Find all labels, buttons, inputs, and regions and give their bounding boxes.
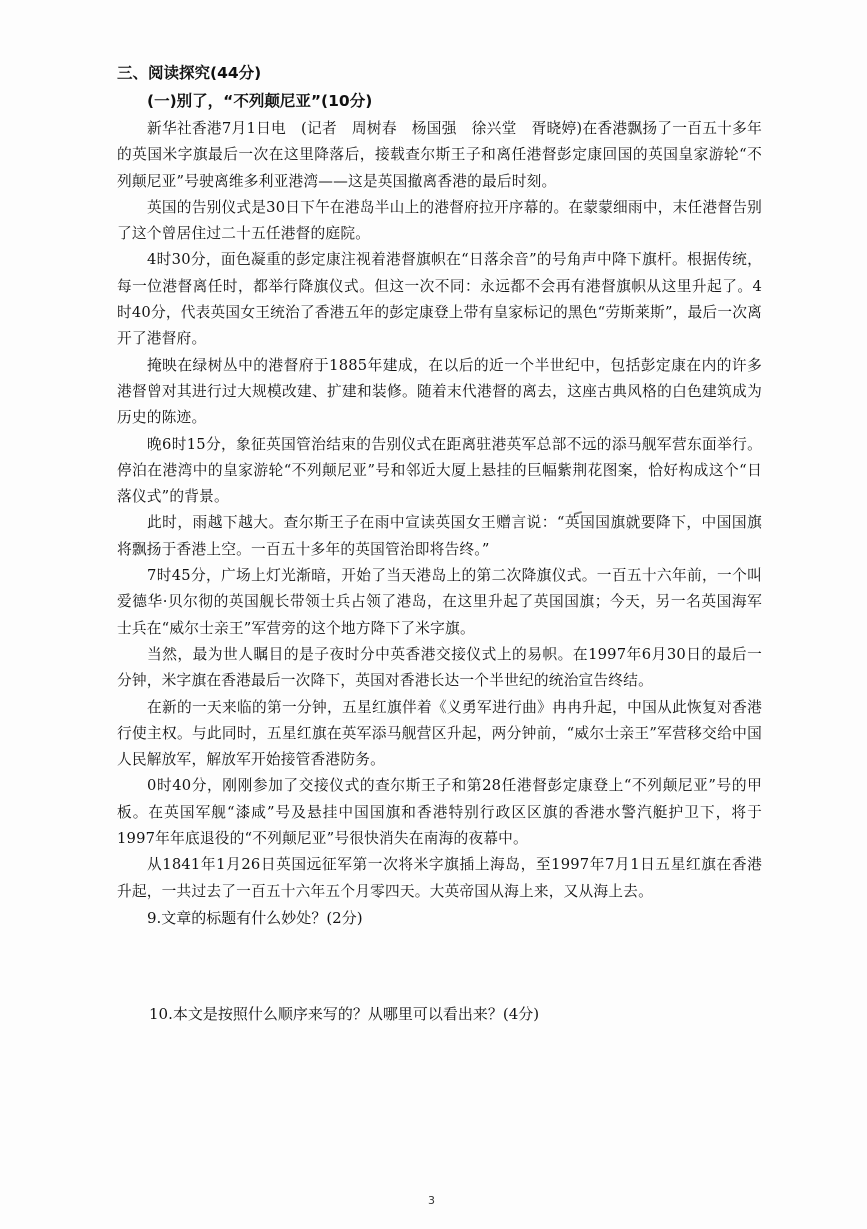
article-paragraph-10: 0时40分，刚刚参加了交接仪式的查尔斯王子和第28任港督彭定康登上“不列颠尼亚”号的甲板。在英国军舰“漆咸”号及悬挂中国国旗和香港特别行政区区旗的香港水警汽艇护卫下，将于1997年年底退役的“不列颠尼亚”号很快消失在南海的夜幕中。 — [117, 777, 762, 848]
reading-section — [117, 60, 762, 1027]
article-paragraph-4: 掩映在绿树丛中的港督府于1885年建成，在以后的近一个半世纪中，包括彭定康在内的许多港督曾对其进行过大规模改建、扩建和装修。随着末代港督的离去，这座古典风格的白色建筑成为历史的陈迹。 — [117, 356, 762, 427]
section-heading: 三、阅读探究(44分) — [117, 64, 262, 82]
article-paragraph-8: 当然，最为世人瞩目的是子夜时分中英香港交接仪式上的易帜。在1997年6月30日的最后一分钟，米字旗在香港最后一次降下，英国对香港长达一个半世纪的统治宣告终结。 — [117, 645, 762, 690]
article-paragraph-11: 从1841年1月26日英国远征军第一次将米字旗插上海岛，至1997年7月1日五星红旗在香港升起，一共过去了一百五十六年五个月零四天。大英帝国从海上来，又从海上去。 — [117, 856, 762, 900]
question-9: 9.文章的标题有什么妙处？(2分) — [147, 908, 363, 927]
page-number: 3 — [428, 1194, 435, 1207]
article-title: (一)别了，“不列颠尼亚”(10分) — [147, 92, 373, 110]
article-paragraph-2: 英国的告别仪式是30日下午在港岛半山上的港督府拉开序幕的。在蒙蒙细雨中，末任港督告别了这个曾居住过二十五任港督的庭院。 — [117, 198, 762, 243]
article-paragraph-1: 新华社香港7月1日电 (记者 周树春 杨国强 徐兴堂 胥晓婷)在香港飘扬了一百五十多年的英国米字旗最后一次在这里降落后，接载查尔斯王子和离任港督彭定康回国的英国皇家游轮“不列颠尼亚”号驶离维多利亚港湾——这是英国撤离香港的最后时刻。 — [117, 120, 762, 190]
article-paragraph-5: 晚6时15分，象征英国管治结束的告别仪式在距离驻港英军总部不远的添马舰军营东面举行。停泊在港湾中的皇家游轮“不列颠尼亚”号和邻近大厦上悬挂的巨幅紫荆花图案，恰好构成这个“日落仪式”的背景。 — [117, 435, 762, 506]
article-paragraph-7: 7时45分，广场上灯光渐暗，开始了当天港岛上的第二次降旗仪式。一百五十六年前，一个叫爱德华·贝尔彻的英国舰长带领士兵占领了港岛，在这里升起了英国国旗；今天，另一名英国海军士兵在“威尔士亲王”军营旁的这个地方降下了米字旗。 — [117, 567, 762, 637]
article-paragraph-3: 4时30分，面色凝重的彭定康注视着港督旗帜在“日落余音”的号角声中降下旗杆。根据传统，每一位港督离任时，都举行降旗仪式。但这一次不同：永远都不会再有港督旗帜从这里升起了。4时40分，代表英国女王统治了香港五年的彭定康登上带有皇家标记的黑色“劳斯莱斯”，最后一次离开了港督府。 — [117, 251, 762, 348]
question-10: 10.本文是按照什么顺序来写的？从哪里可以看出来？(4分) — [149, 1004, 540, 1023]
article-paragraph-6: 此时，雨越下越大。查尔斯王子在雨中宣读英国女王赠言说：“英国国旗就要降下，中国国旗将飘扬于香港上空。一百五十多年的英国管治即将告终。” — [117, 514, 762, 558]
article-paragraph-9: 在新的一天来临的第一分钟，五星红旗伴着《义勇军进行曲》冉冉升起，中国从此恢复对香港行使主权。与此同时，五星红旗在英军添马舰营区升起，两分钟前，“威尔士亲王”军营移交给中国人民解放军，解放军开始接管香港防务。 — [117, 698, 762, 769]
article-body — [117, 116, 762, 905]
